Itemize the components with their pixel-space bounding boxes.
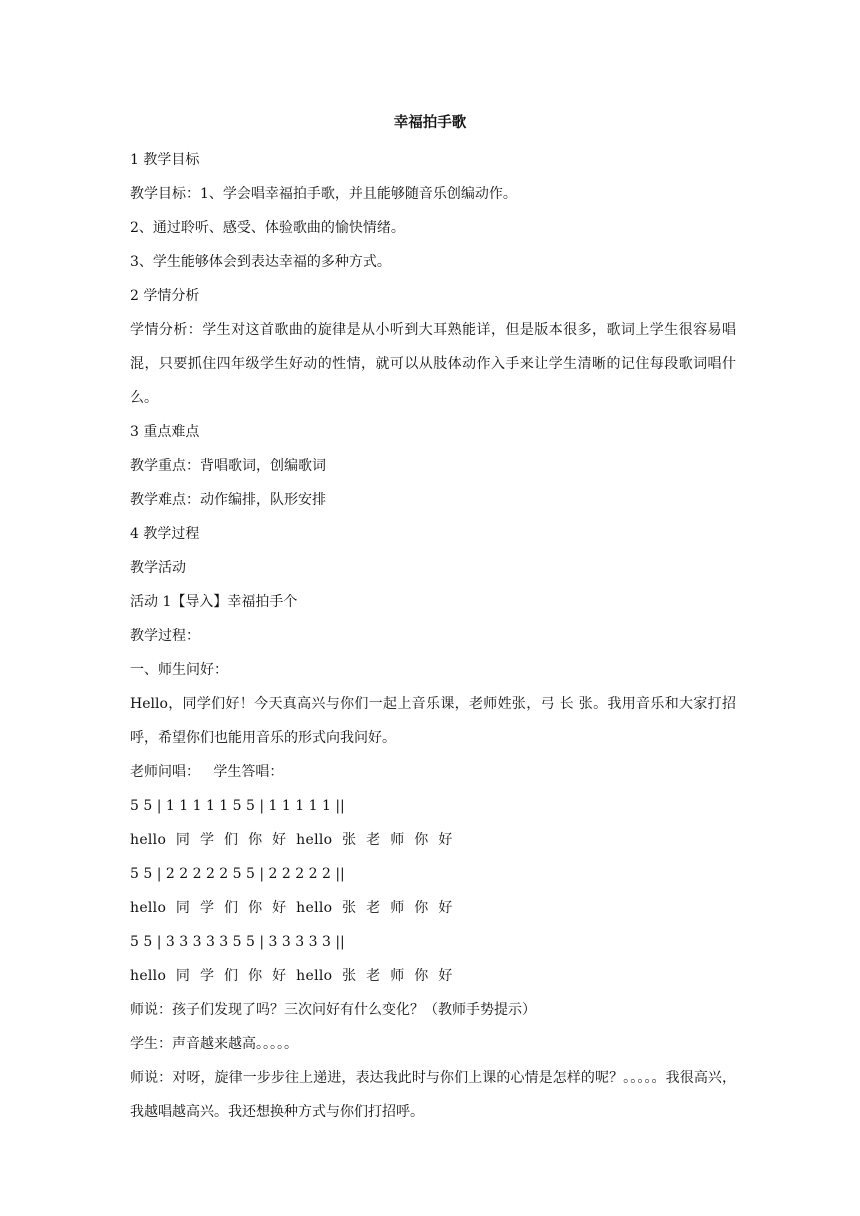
activity-1: 活动 1【导入】幸福拍手个 xyxy=(130,594,298,610)
call-response-line: 老师问唱： 学生答唱： xyxy=(130,764,284,780)
lyrics-line-3: hello 同 学 们 你 好 hello 张 老 师 你 好 xyxy=(130,968,453,984)
key-point: 教学重点：背唱歌词，创编歌词 xyxy=(130,458,326,474)
goal-item-2: 2、通过聆听、感受、体验歌曲的愉快情绪。 xyxy=(130,220,405,236)
process-label: 教学过程： xyxy=(130,628,200,644)
hello-paragraph: Hello，同学们好！今天真高兴与你们一起上音乐课，老师姓张，弓 长 张。我用音乐和大家打招呼，希望你们也能用音乐的形式向我问好。 xyxy=(130,696,736,746)
notation-line-3: 5 5 | 3 3 3 3 3 5 5 | 3 3 3 3 3 || xyxy=(130,934,345,950)
section-heading-goals: 1 教学目标 xyxy=(130,152,200,168)
student-answer: 学生：声音越来越高。。。。。 xyxy=(130,1036,298,1052)
analysis-paragraph: 学情分析：学生对这首歌曲的旋律是从小听到大耳熟能详，但是版本很多，歌词上学生很容易唱混，只要抓住四年级学生好动的性情，就可以从肢体动作入手来让学生清晰的记住每段歌词唱什么。 xyxy=(130,322,736,406)
teacher-remark: 师说：对呀，旋律一步步往上递进，表达我此时与你们上课的心情是怎样的呢？。。。。。我很高兴，我越唱越高兴。我还想换种方式与你们打招呼。 xyxy=(130,1070,736,1120)
teacher-question: 师说：孩子们发现了吗？三次问好有什么变化？（教师手势提示） xyxy=(130,1002,536,1018)
goal-item-1: 教学目标：1、学会唱幸福拍手歌，并且能够随音乐创编动作。 xyxy=(130,186,517,202)
notation-line-1: 5 5 | 1 1 1 1 1 5 5 | 1 1 1 1 1 || xyxy=(130,798,345,814)
lyrics-line-2: hello 同 学 们 你 好 hello 张 老 师 你 好 xyxy=(130,900,453,916)
section-heading-process: 4 教学过程 xyxy=(130,526,200,542)
section-heading-analysis: 2 学情分析 xyxy=(130,288,200,304)
difficulty-point: 教学难点：动作编排，队形安排 xyxy=(130,492,326,508)
notation-line-2: 5 5 | 2 2 2 2 2 5 5 | 2 2 2 2 2 || xyxy=(130,866,345,882)
lyrics-line-1: hello 同 学 们 你 好 hello 张 老 师 你 好 xyxy=(130,832,453,848)
section-heading-keypoints: 3 重点难点 xyxy=(130,424,200,440)
activities-label: 教学活动 xyxy=(130,560,186,576)
document-body xyxy=(130,143,736,1129)
page-title: 幸福拍手歌 xyxy=(393,115,467,131)
greeting-heading: 一、师生问好： xyxy=(130,662,228,678)
goal-item-3: 3、学生能够体会到表达幸福的多种方式。 xyxy=(130,254,391,270)
